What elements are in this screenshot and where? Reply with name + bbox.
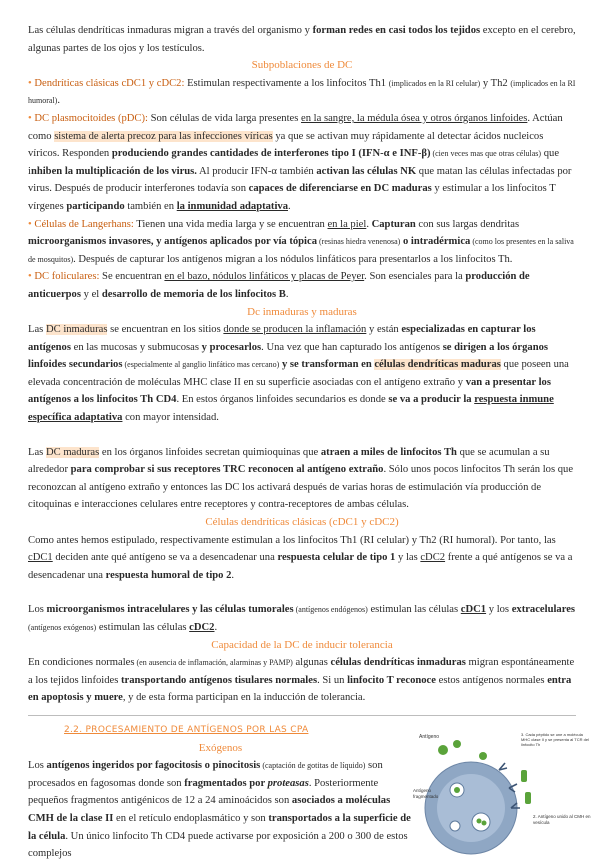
label-left-fo bbox=[413, 788, 447, 804]
label-bottom: 2. Antígeno unido al CMH en vesícula bbox=[533, 813, 591, 825]
foliculares-paragraph: • DC foliculares: Se encuentran en el bazo, nódulos linfáticos y placas de Peyer. Son esenciales para la producción de anticuerpos y el desarrollo de memoria de los linfocitos B. bbox=[28, 271, 530, 300]
exogenos-text bbox=[28, 740, 413, 863]
antigen-processing-diagram bbox=[413, 730, 593, 860]
section-title: 2.2. PROCESAMIENTO DE ANTÍGENOS POR LAS CPA bbox=[64, 724, 309, 735]
exogenos-paragraph: Los antígenos ingeridos por fagocitosis o pinocitosis (captación de gotitas de líquido) son procesados en fagosomas donde son fragmentados por proteasas. Posteriormente pequeños fragmentos antigénicos de 12 a 24 aminoácidos son asociados a moléculas CMH de la clase II en el retículo endoplasmático y son transportados a la superficie de la célula. Un único linfocito Th CD4 puede activarse por exposición a 200 o 300 de estos complejos bbox=[28, 760, 411, 860]
label-antigeno: Antígeno bbox=[419, 733, 440, 740]
heading-exogenos: Exógenos bbox=[198, 741, 243, 754]
label-top-fo bbox=[521, 732, 593, 762]
document-page bbox=[28, 22, 591, 863]
langerhans-paragraph: • Células de Langerhans: Tienen una vida media larga y se encuentran en la piel. Capturan con sus largas dendritas microorganismos invasores, y antígenos aplicados por vía tópica (resinas hiedra venenosa) o intradérmica (como los presentes en la saliva de mosquitos). Después de capturar los antígenos migran a los nódulos linfáticos para presentarlos a los linfocitos Th. bbox=[28, 218, 574, 265]
vesicle bbox=[450, 821, 460, 831]
section-divider bbox=[28, 715, 576, 716]
label-left: Antígeno fragmentado bbox=[413, 787, 439, 799]
cell-inner bbox=[437, 774, 505, 842]
label-bottom-fo bbox=[533, 814, 591, 838]
heading-tolerancia: Capacidad de la DC de inducir tolerancia bbox=[211, 638, 393, 651]
microorganismos-paragraph: Los microorganismos intracelulares y las células tumorales (antígenos endógenos) estimulan las células cDC1 y los extracelulares (antígenos exógenos) estimulan las células cDC2. bbox=[28, 604, 576, 633]
intro-paragraph: Las células dendríticas inmaduras migran a través del organismo y forman redes en casi todos los tejidos excepto en el cerebro, algunas partes de los ojos y los testículos. bbox=[28, 25, 576, 54]
tolerancia-paragraph: En condiciones normales (en ausencia de inflamación, alarminas y PAMP) algunas células dendríticas inmaduras migran espontáneamente a los tejidos linfoides transportando antígenos tisulares normales. Si un linfocito T reconoce estos antígenos normales entra en apoptosis y muere, y de esta forma participan en la inducción de tolerancia. bbox=[28, 657, 575, 704]
pdc-paragraph: • DC plasmocitoides (pDC): Son células de vida larga presentes en la sangre, la médula ósea y otros órganos linfoides. Actúan como sistema de alerta precoz para las infecciones víricas ya que se activan muy rápidamente al detectar ácidos nucleicos víricos. Responden produciendo grandes cantidades de interferones tipo I (IFN-α e INF-β) (cien veces mas que otras células) que inhiben la multiplicación de los virus. Al producir IFN-α también activan las células NK que matan las células infectadas por virus. Después de producir interferones todavía son capaces de diferenciarse en DC maduras y estimular a los linfocitos T vírgenes participando también en la inmunidad adaptativa. bbox=[28, 112, 572, 212]
exogenos-block bbox=[28, 731, 591, 863]
heading-subpoblaciones: Subpoblaciones de DC bbox=[251, 59, 353, 72]
inmaduras-paragraph: Las DC inmaduras se encuentran en los sitios donde se producen la inflamación y están especializadas en capturar los antígenos en las mucosas y submucosas y procesarlos. Una vez que han capturado los antígenos se dirigen a los órganos linfoides secundarios (especialmente al ganglio linfático mas cercano) y se transforman en células dendríticas maduras que poseen una elevada concentración de moléculas MHC clase II en su superficie asociadas con el antígeno extraño y van a presentar los antígenos a los linfocitos Th CD4. En estos órganos linfoides secundarios es donde se va a producir la respuesta inmune específica adaptativa con mayor intensidad. bbox=[28, 324, 569, 424]
cdc-paragraph: • Dendríticas clásicas cDC1 y cDC2: Estimulan respectivamente a los linfocitos Th1 (implicados en la RI celular) y Th2 (implicados en la RI humoral). bbox=[28, 77, 576, 107]
maduras-paragraph: Las DC maduras en los órganos linfoides secretan quimioquinas que atraen a miles de linfocitos Th que se acumulan a su alrededor para comprobar si sus receptores TRC reconocen al antígeno extraño. Sólo unos pocos linfocitos Th serán los que reconozcan al antígeno extraño y entonces las DC los activará después de varias horas de estimulación vía producción de citoquinas e interacciones celulares entre receptores y contra-receptores de ambas células. bbox=[28, 446, 574, 511]
heading-clasicas: Células dendríticas clásicas (cDC1 y cDC2) bbox=[205, 516, 399, 529]
clasicas-paragraph: Como antes hemos estipulado, respectivamente estimulan a los linfocitos Th1 (RI celular) y Th2 (RI humoral). Por tanto, las cDC1 deciden ante qué antígeno se va a desencadenar una respuesta celular de tipo 1 y las cDC2 frente a qué antígenos se va a desencadenar una respuesta humoral de tipo 2. bbox=[28, 534, 573, 581]
label-top: 3. Cada péptido se une a molécula MHC clase II y se presenta al TCR del linfocito Th bbox=[521, 731, 589, 747]
tcr-marks bbox=[521, 770, 531, 804]
heading-dc-inmaduras: Dc inmaduras y maduras bbox=[247, 305, 357, 318]
